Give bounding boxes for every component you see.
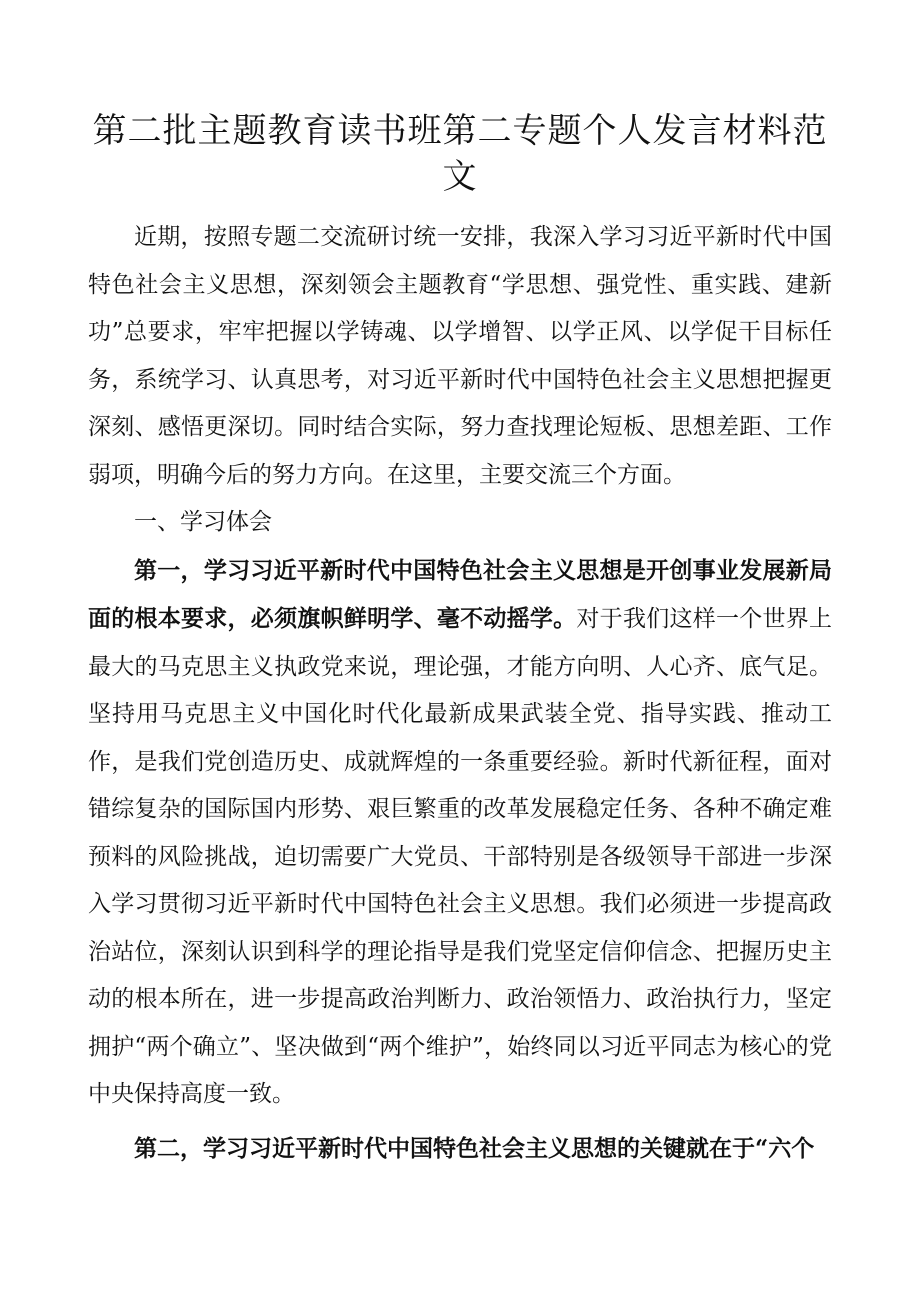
section-heading-study-experience: 一、学习体会 <box>134 509 272 535</box>
point-one-lead: 第一，学习习近平新时代中国特色社会主义思想是开创事业发展新局面的根本要求，必须旗帜鲜明学、毫不动摇学。 <box>88 556 832 632</box>
point-two-lead: 第二，学习习近平新时代中国特色社会主义思想的关键就在于“六个 <box>134 1134 815 1162</box>
point-one-body: 对于我们这样一个世界上最大的马克思主义执政党来说，理论强，才能方向明、人心齐、底气足。坚持用马克思主义中国化时代化最新成果武装全党、指导实践、推动工作，是我们党创造历史、成就辉煌的一条重要经验。新时代新征程，面对错综复杂的国际国内形势、艰巨繁重的改革发展稳定任务、各种不确定难预料的风险挑战，迫切需要广大党员、干部特别是各级领导干部进一步深入学习贯彻习近平新时代中国特色社会主义思想。我们必须进一步提高政治站位，深刻认识到科学的理论指导是我们党坚定信仰信念、把握历史主动的根本所在，进一步提高政治判断力、政治领悟力、政治执行力，坚定拥护“两个确立”、坚决做到“两个维护”，始终同以习近平同志为核心的党中央保持高度一致。 <box>88 606 833 1107</box>
point-one-paragraph <box>88 547 832 1119</box>
intro-paragraph: 近期，按照专题二交流研讨统一安排，我深入学习习近平新时代中国特色社会主义思想，深刻领会主题教育“学思想、强党性、重实践、建新功”总要求，牢牢把握以学铸魂、以学增智、以学正风、以学促干目标任务，系统学习、认真思考，对习近平新时代中国特色社会主义思想把握更深刻、感悟更深切。同时结合实际，努力查找理论短板、思想差距、工作弱项，明确今后的努力方向。在这里，主要交流三个方面。 <box>88 224 832 488</box>
document-title: 第二批主题教育读书班第二专题个人发言材料范文 <box>92 111 828 197</box>
point-two-paragraph <box>88 1125 832 1174</box>
document-page <box>88 108 832 1173</box>
